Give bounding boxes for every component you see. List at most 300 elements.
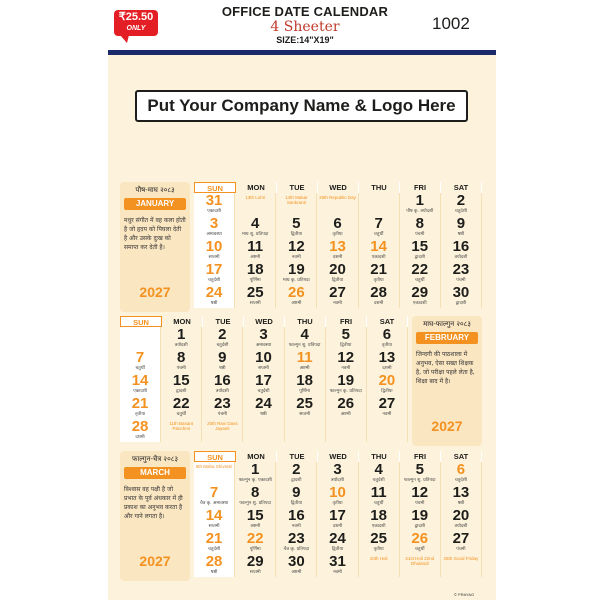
day-tithi: एकादशी [207, 209, 221, 214]
festival-note: 21st Holi 22nd Dhulandi [405, 556, 435, 566]
day-cell [235, 531, 276, 554]
day-cell [326, 396, 367, 419]
month-date-grid [194, 182, 482, 312]
day-tithi: माघ शु. प्रतिपदा [242, 232, 269, 237]
day-number: 8 [177, 349, 186, 366]
day-cell [194, 554, 235, 577]
day-tithi: फाल्गुन शु. प्रतिपदा [403, 478, 436, 483]
day-cell [235, 193, 276, 216]
day-tithi: तृतीया [332, 232, 343, 237]
day-number: 11 [370, 484, 387, 501]
month-hindi-name: पौष-माघ २०८३ [135, 186, 175, 194]
weekday-label: SUN [194, 182, 236, 193]
day-cell [194, 508, 235, 531]
day-number: 19 [411, 507, 429, 524]
day-cell [400, 508, 441, 531]
month-quote: विश्वास वह पक्षी है जो प्रभात के पूर्व अंधकार में ही प्रकाश का अनुभव करता है और गाने लगता है। [124, 486, 183, 520]
month-name: FEBRUARY [416, 332, 478, 344]
day-number: 5 [292, 215, 301, 232]
week-row [194, 239, 482, 262]
day-tithi: सप्तमी [249, 301, 261, 306]
day-number: 18 [296, 372, 313, 389]
day-cell [120, 419, 161, 442]
day-cell [235, 216, 276, 239]
day-cell [317, 193, 358, 216]
day-cell [243, 419, 284, 442]
page-title: OFFICE DATE CALENDAR [221, 4, 389, 19]
day-number: 29 [411, 284, 429, 301]
day-cell [161, 419, 202, 442]
day-tithi: द्वितीया [331, 547, 344, 552]
day-cell [326, 327, 367, 350]
day-number: 1 [415, 192, 424, 209]
day-number: 11 [247, 238, 264, 255]
month-name: MARCH [124, 467, 186, 479]
day-tithi: चतुर्दशी [208, 547, 221, 552]
day-cell [285, 350, 326, 373]
day-number: 18 [370, 507, 387, 524]
day-tithi: पंचमी [456, 547, 466, 552]
festival-note: 26th Republic Day [319, 195, 356, 200]
month-name: JANUARY [124, 198, 186, 210]
weekday-label: WED [318, 451, 359, 462]
day-tithi: नवमी [333, 301, 342, 306]
day-cell [194, 262, 235, 285]
day-tithi: पूर्णिमा [249, 278, 261, 283]
day-tithi: फाल्गुन शु. प्रतिपदा [239, 501, 271, 506]
day-tithi: चतुर्थी [176, 412, 186, 417]
day-cell [194, 193, 235, 216]
day-cell [202, 396, 243, 419]
day-cell [359, 285, 400, 308]
day-cell [400, 485, 441, 508]
day-cell [441, 485, 482, 508]
day-tithi: षष्ठी [210, 301, 218, 306]
day-cell [276, 462, 317, 485]
day-tithi: दशमी [332, 255, 343, 260]
day-number: 13 [329, 238, 346, 255]
festival-note: 10th Holi [369, 556, 388, 561]
month-side-panel [120, 451, 190, 581]
day-tithi: द्वितीया [381, 389, 393, 394]
day-cell [317, 485, 358, 508]
day-cell [317, 239, 358, 262]
day-tithi: एकादशी [371, 255, 386, 260]
day-cell [359, 554, 400, 577]
day-cell [276, 239, 317, 262]
day-tithi: नवमी [291, 524, 301, 529]
day-cell [326, 419, 367, 442]
day-tithi: सप्तमी [249, 570, 261, 575]
day-number: 13 [452, 484, 470, 501]
day-number: 5 [341, 326, 350, 343]
price-badge [114, 10, 158, 36]
day-tithi: सप्तमी [208, 524, 220, 529]
day-tithi: अष्टमी [291, 570, 302, 575]
day-number: 9 [218, 349, 227, 366]
day-tithi: षष्ठी [457, 501, 465, 506]
day-number: 14 [131, 372, 149, 389]
day-cell [276, 262, 317, 285]
day-cell [441, 531, 482, 554]
day-number: 14 [205, 507, 223, 524]
day-tithi: फाल्गुन कृ. एकादशी [238, 478, 272, 483]
day-number: 26 [288, 284, 305, 301]
month-block-february [120, 316, 482, 446]
month-year: 2027 [431, 418, 463, 434]
day-number: 15 [411, 238, 429, 255]
day-number: 6 [382, 326, 392, 343]
day-tithi: चतुर्दशी [257, 389, 270, 394]
weekday-label: FRI [400, 451, 441, 462]
day-cell [441, 285, 482, 308]
day-tithi: द्वादशी [455, 301, 467, 306]
day-number: 17 [329, 507, 346, 524]
month-block-january [120, 182, 482, 312]
day-number: 31 [205, 192, 223, 209]
weekday-label: MON [162, 316, 203, 327]
day-cell [441, 262, 482, 285]
day-cell [235, 554, 276, 577]
day-tithi: दशमी [135, 435, 145, 440]
week-row [194, 554, 482, 577]
day-tithi: अष्टमी [291, 301, 302, 306]
day-cell [276, 554, 317, 577]
day-number: 19 [337, 372, 355, 389]
day-number: 31 [329, 553, 346, 570]
day-cell [367, 396, 408, 419]
weekday-label: FRI [326, 316, 367, 327]
week-row [120, 327, 408, 350]
price-amount: ₹25.50 [118, 11, 154, 23]
day-tithi: षष्ठी [219, 366, 226, 371]
day-number: 10 [205, 238, 223, 255]
day-number: 10 [255, 349, 272, 366]
month-date-grid [120, 316, 408, 446]
day-cell [441, 508, 482, 531]
day-tithi: तृतीया [332, 501, 343, 506]
printer-credit: © PRAYAG [454, 592, 475, 597]
day-tithi: चतुर्दशी [216, 343, 229, 348]
day-number: 27 [329, 284, 346, 301]
day-number: 8 [415, 215, 424, 232]
day-number: 12 [337, 349, 355, 366]
day-tithi: फाल्गुन शु. प्रतिपदा [288, 343, 321, 348]
day-cell [400, 193, 441, 216]
day-number: 28 [131, 418, 149, 435]
day-number: 3 [259, 326, 268, 343]
day-number: 23 [288, 530, 305, 547]
day-cell [276, 193, 317, 216]
weekday-label: MON [236, 182, 277, 193]
day-cell [161, 373, 202, 396]
day-tithi: द्वितीया [331, 278, 344, 283]
day-tithi: चतुर्दशी [372, 478, 385, 483]
day-number: 18 [246, 261, 264, 278]
day-tithi: फाल्गुन कृ. प्रतिपदा [329, 389, 362, 394]
day-cell [359, 216, 400, 239]
day-tithi: चैत्र कृ. अमावस्या [199, 501, 229, 506]
page-subtitle: 4 Sheeter [270, 19, 340, 35]
day-tithi: अमावस्या [255, 343, 272, 348]
week-row [194, 485, 482, 508]
day-number: 7 [135, 349, 145, 366]
day-tithi: नवमी [382, 412, 392, 417]
day-tithi: पंचमी [217, 412, 227, 417]
day-cell [400, 239, 441, 262]
week-row [120, 419, 408, 442]
month-year: 2027 [139, 553, 171, 569]
day-number: 8 [251, 484, 260, 501]
day-number: 13 [378, 349, 396, 366]
day-number: 17 [255, 372, 272, 389]
size-label: SIZE:14"X19" [276, 35, 334, 45]
day-number: 4 [374, 461, 383, 478]
day-tithi: सप्तमी [299, 412, 311, 417]
day-cell [276, 216, 317, 239]
weekday-label: THU [359, 451, 400, 462]
day-cell [326, 350, 367, 373]
day-tithi: त्रयोदशी [454, 524, 468, 529]
day-cell [441, 462, 482, 485]
week-row [194, 193, 482, 216]
festival-note: 20th Ravi Dass Jayanti [207, 421, 238, 431]
month-side-panel [412, 316, 482, 446]
weekday-label: THU [359, 182, 400, 193]
day-cell [285, 327, 326, 350]
day-tithi: एकादशी [133, 389, 147, 394]
day-number: 27 [452, 530, 470, 547]
day-cell [243, 327, 284, 350]
day-cell [194, 462, 235, 485]
day-cell [359, 239, 400, 262]
day-cell [243, 396, 284, 419]
day-number: 9 [292, 484, 301, 501]
day-number: 3 [209, 215, 219, 232]
day-number: 24 [205, 284, 223, 301]
weekday-label: SAT [367, 316, 408, 327]
day-cell [194, 485, 235, 508]
day-number: 3 [333, 461, 342, 478]
day-tithi: चतुर्थी [415, 547, 425, 552]
day-number: 23 [214, 395, 231, 412]
month-block-march [120, 451, 482, 581]
day-tithi: एकादशी [371, 524, 386, 529]
day-cell [202, 373, 243, 396]
day-tithi: चतुर्दशी [454, 478, 467, 483]
day-cell [367, 350, 408, 373]
day-cell [235, 508, 276, 531]
title-block [200, 4, 410, 46]
day-cell [276, 508, 317, 531]
day-cell [285, 419, 326, 442]
weekday-label: WED [318, 182, 359, 193]
day-tithi: तृतीया [135, 412, 146, 417]
day-number: 11 [296, 349, 313, 366]
day-cell [276, 285, 317, 308]
weekday-label: SUN [120, 316, 162, 327]
product-code: 1002 [432, 14, 470, 33]
day-cell [202, 419, 243, 442]
day-cell [317, 508, 358, 531]
day-cell [243, 350, 284, 373]
week-row [194, 216, 482, 239]
day-number: 28 [205, 553, 223, 570]
day-cell [400, 285, 441, 308]
day-tithi: अमावस्या [206, 232, 222, 237]
day-cell [235, 485, 276, 508]
day-cell [400, 554, 441, 577]
day-number: 1 [177, 326, 186, 343]
day-tithi: षष्ठी [260, 412, 267, 417]
festival-note: 14th Makar Sankranti [285, 195, 308, 205]
day-cell [243, 373, 284, 396]
day-tithi: तृतीया [381, 343, 392, 348]
day-cell [400, 216, 441, 239]
price-only-label: ONLY [126, 25, 146, 32]
day-tithi: पूर्णिमा [299, 389, 311, 394]
festival-note: 13th Lohri [245, 195, 266, 200]
day-cell [235, 462, 276, 485]
month-side-panel [120, 182, 190, 312]
day-tithi: द्वितीया [290, 501, 302, 506]
day-number: 6 [456, 461, 466, 478]
day-cell [367, 419, 408, 442]
day-number: 6 [333, 215, 342, 232]
day-number: 4 [251, 215, 260, 232]
day-cell [276, 531, 317, 554]
day-tithi: त्रयोदशी [331, 478, 344, 483]
day-number: 12 [411, 484, 429, 501]
day-number: 16 [288, 507, 305, 524]
week-row [120, 373, 408, 396]
day-cell [317, 554, 358, 577]
day-number: 30 [288, 553, 305, 570]
day-number: 22 [246, 530, 264, 547]
day-cell [317, 462, 358, 485]
day-tithi: सप्तमी [258, 366, 269, 371]
week-row [194, 462, 482, 485]
day-number: 15 [172, 372, 190, 389]
day-tithi: दशमी [382, 366, 392, 371]
day-number: 19 [288, 261, 305, 278]
day-cell [161, 327, 202, 350]
day-number: 2 [292, 461, 301, 478]
day-tithi: दशमी [332, 524, 343, 529]
day-number: 17 [205, 261, 223, 278]
weekday-label: TUE [277, 451, 318, 462]
day-number: 20 [378, 372, 396, 389]
day-tithi: चतुर्थी [135, 366, 145, 371]
day-tithi: षष्ठी [210, 570, 218, 575]
day-cell [441, 216, 482, 239]
day-tithi: पूर्णिमा [249, 547, 261, 552]
weekday-label: SAT [441, 451, 482, 462]
day-cell [359, 262, 400, 285]
week-row [120, 396, 408, 419]
week-row [120, 350, 408, 373]
week-row [194, 262, 482, 285]
day-tithi: त्रयोदशी [454, 255, 468, 260]
day-cell [276, 485, 317, 508]
day-number: 12 [288, 238, 305, 255]
day-number: 24 [255, 395, 272, 412]
day-cell [317, 216, 358, 239]
day-cell [161, 396, 202, 419]
day-number: 20 [452, 507, 470, 524]
day-number: 21 [370, 261, 387, 278]
day-cell [120, 327, 161, 350]
day-tithi: अष्टमी [250, 255, 261, 260]
day-cell [359, 485, 400, 508]
day-number: 20 [329, 261, 346, 278]
company-logo-box [135, 90, 468, 122]
day-cell [400, 262, 441, 285]
day-cell [400, 531, 441, 554]
day-number: 26 [411, 530, 429, 547]
day-number: 9 [456, 215, 466, 232]
day-cell [285, 396, 326, 419]
day-cell [285, 373, 326, 396]
day-cell [194, 216, 235, 239]
day-number: 22 [411, 261, 429, 278]
day-tithi: चैत्र कृ. प्रतिपदा [283, 547, 310, 552]
day-number: 1 [251, 461, 260, 478]
month-hindi-name: माघ-फाल्गुन २०८३ [423, 320, 471, 328]
day-number: 4 [300, 326, 309, 343]
weekday-label: SAT [441, 182, 482, 193]
month-hindi-name: फाल्गुन-चैत्र २०८३ [132, 455, 178, 463]
day-number: 16 [452, 238, 470, 255]
day-tithi: द्वितीया [290, 232, 302, 237]
day-cell [194, 239, 235, 262]
day-tithi: पंचमी [456, 278, 466, 283]
month-date-grid [194, 451, 482, 581]
day-number: 16 [214, 372, 231, 389]
day-tithi: षष्ठी [457, 232, 465, 237]
weekday-label: TUE [277, 182, 318, 193]
day-tithi: माघ कृ. प्रतिपदा [283, 278, 310, 283]
day-tithi: द्वादशी [414, 524, 425, 529]
day-number: 25 [296, 395, 313, 412]
day-number: 2 [218, 326, 227, 343]
day-number: 26 [337, 395, 355, 412]
day-number: 24 [329, 530, 346, 547]
day-tithi: सप्तमी [208, 255, 220, 260]
day-cell [441, 554, 482, 577]
day-tithi: चतुर्थी [373, 501, 384, 506]
week-row [194, 285, 482, 308]
day-tithi: अष्टमी [299, 366, 310, 371]
weekday-label: TUE [203, 316, 244, 327]
day-tithi: पौष कृ. त्रयोदशी [406, 209, 434, 214]
day-number: 29 [246, 553, 264, 570]
day-tithi: तृतीया [373, 278, 384, 283]
day-cell [359, 508, 400, 531]
day-tithi: त्रयोदशी [215, 389, 229, 394]
day-number: 7 [374, 215, 383, 232]
day-tithi: द्वादशी [414, 255, 425, 260]
day-cell [359, 462, 400, 485]
day-cell [317, 531, 358, 554]
month-quote: मधुर संगीत में वह कला होती है जो हृदय को पिघला देती है और उसके दुःख को समाप्त कर देती है। [124, 217, 186, 251]
month-quote: जिन्दगी की पाठशाला में अनुभव, ऐसा सख्त शिक्षक है, जो परीक्षा पहले लेता है, शिक्षा बाद में है। [416, 351, 475, 385]
day-cell [317, 262, 358, 285]
day-tithi: पंचमी [415, 501, 425, 506]
day-cell [441, 239, 482, 262]
day-cell [326, 373, 367, 396]
day-cell [317, 285, 358, 308]
